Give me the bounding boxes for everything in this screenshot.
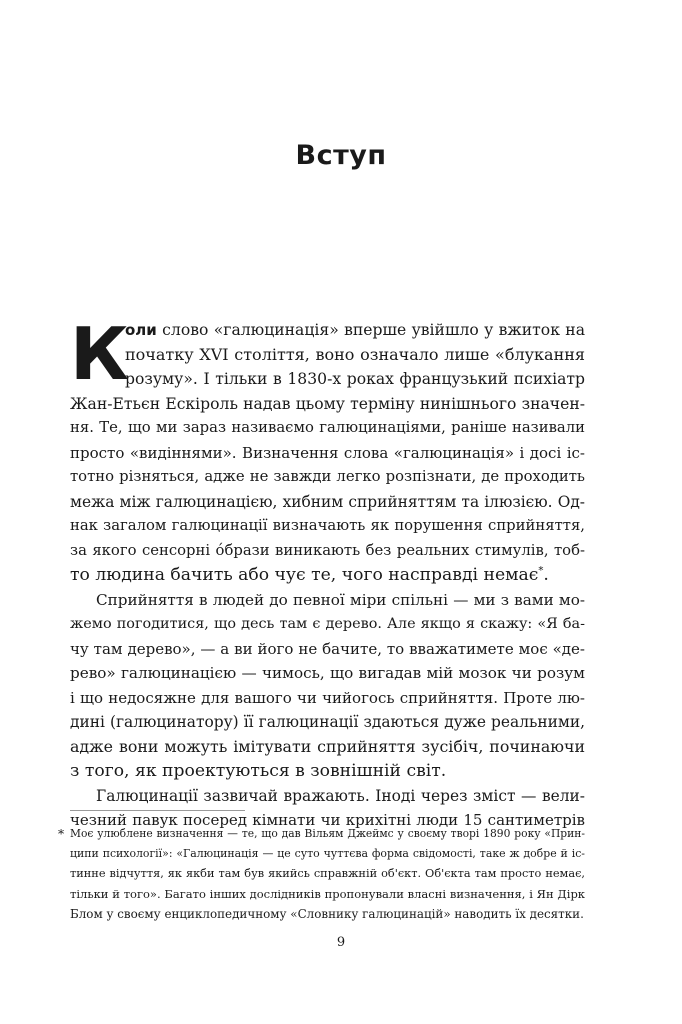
text-line: з того, як проектуються в зовнішній світ. bbox=[70, 761, 447, 781]
footnote-divider bbox=[70, 810, 245, 811]
text-line: Жан-Етьєн Ескіроль надав цьому терміну нинішнього значен- bbox=[70, 394, 585, 413]
footnote-reference[interactable]: * bbox=[538, 565, 544, 577]
page-number: 9 bbox=[336, 935, 346, 950]
text-line: оли слово «галюцинація» вперше увійшло у вжиток на bbox=[125, 321, 585, 339]
text-line: рево» галюцинацією — чимось, що вигадав мій мозок чи розум bbox=[70, 664, 585, 682]
text-line: ня. Те, що ми зараз називаємо галюцинаціями, раніше називали bbox=[70, 419, 585, 436]
text-line: тотно різняться, адже не завжди легко розпізнати, де проходить bbox=[70, 468, 585, 485]
lead-in: оли bbox=[125, 321, 157, 339]
drop-cap: К bbox=[70, 312, 129, 396]
body-text bbox=[70, 312, 585, 833]
text-line: нак загалом галюцинації визначають як порушення сприйняття, bbox=[70, 517, 585, 534]
footnote bbox=[58, 824, 585, 924]
text-line: просто «видіннями». Визначення слова «галюцинація» і досі іс- bbox=[70, 443, 585, 462]
text-line: чу там дерево», — а ви його не бачите, то вважатимете моє «де- bbox=[70, 639, 585, 658]
text-line: адже вони можуть імітувати сприйняття зусібіч, починаючи bbox=[70, 736, 585, 756]
text-line: розуму». І тільки в 1830-х роках французький психіатр bbox=[125, 370, 585, 388]
footnote-line: Моє улюблене визначення — те, що дав Вільям Джеймс у своєму творі 1890 року «Прин- bbox=[70, 827, 585, 840]
text-line: Сприйняття в людей до певної міри спільні — ми з вами мо- bbox=[96, 590, 585, 609]
footnote-line: Блом у своєму енциклопедичному «Словнику галюцинацій» наводить їх десятки. bbox=[70, 907, 584, 921]
text-line: жемо погодитися, що десь там є дерево. Але якщо я скажу: «Я ба- bbox=[70, 616, 585, 632]
footnote-line: тинне відчуття, як якби там був якийсь справжній об'єкт. Об'єкта там просто немає, bbox=[70, 867, 585, 880]
text-line: то людина бачить або чує те, чого насправді немає*. bbox=[70, 565, 549, 585]
text-line: Галюцинації зазвичай вражають. Іноді через зміст — вели- bbox=[96, 786, 585, 805]
text-line: дині (галюцинатору) її галюцинації здаються дуже реальними, bbox=[70, 713, 585, 731]
chapter-title: Вступ bbox=[295, 140, 387, 171]
text-line: і що недосяжне для вашого чи чийогось сприйняття. Проте лю- bbox=[70, 688, 585, 707]
text-line: початку XVI століття, воно означало лише «блукання bbox=[125, 344, 585, 364]
text-line: за якого сенсорні óбрази виникають без реальних стимулів, тоб- bbox=[70, 541, 585, 559]
text-line: чезний павук посеред кімнати чи крихітні люди 15 сантиметрів bbox=[70, 811, 585, 829]
footnote-line: ципи психології»: «Галюцинація — це суто чуттєва форма свідомості, таке ж добре й іс- bbox=[70, 847, 585, 860]
text-line: межа між галюцинацією, хибним сприйняттям та ілюзією. Од- bbox=[70, 492, 585, 511]
footnote-marker: * bbox=[58, 827, 65, 841]
footnote-line: тільки й того». Багато інших дослідників пропонували власні визначення, і Ян Дірк bbox=[70, 887, 585, 901]
